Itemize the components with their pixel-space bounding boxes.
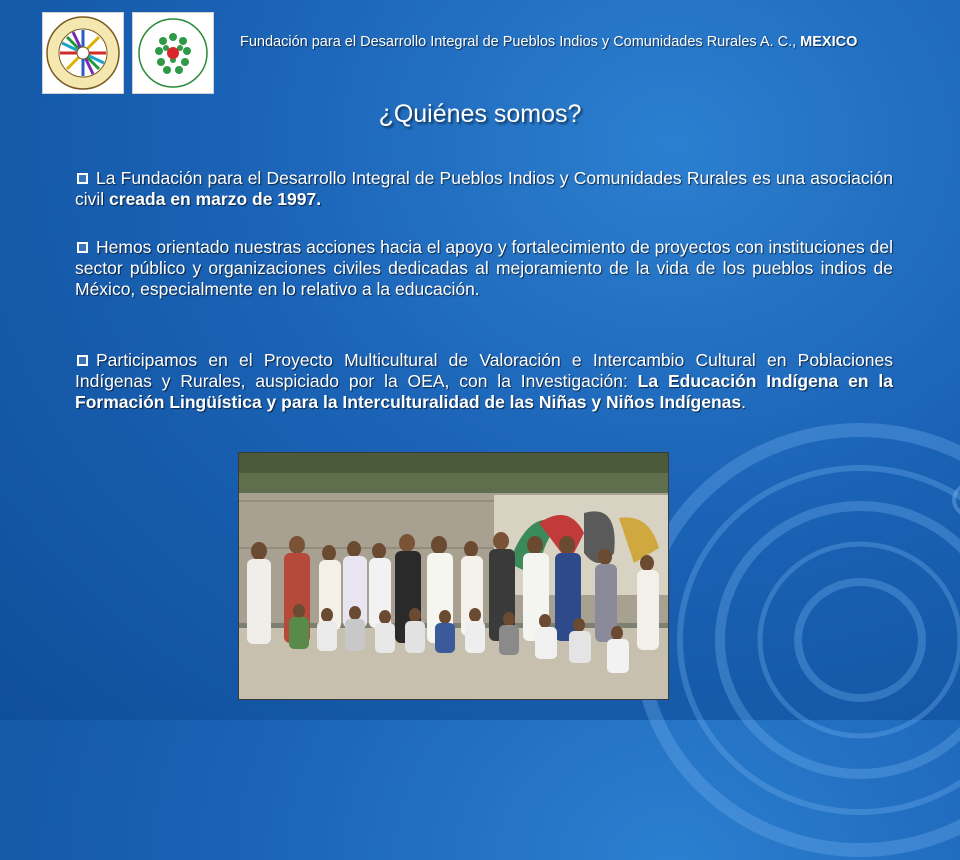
fundacion-emblem-icon — [133, 13, 213, 93]
paragraph-3-end: . — [741, 392, 747, 412]
oea-seal-icon — [43, 13, 123, 93]
group-photo-icon — [239, 453, 669, 700]
paragraph-3-text: Participamos en el Proyecto Multicultural de Valoración e Intercambio Cultural en Poblaciones Indígenas y Rurales, auspiciado por la OEA, con la Investigación: — [75, 350, 893, 391]
organization-country: MEXICO — [800, 34, 858, 50]
paragraph-1 — [75, 168, 893, 210]
fundacion-logo — [132, 12, 214, 94]
organization-name — [240, 34, 940, 50]
bullet-checkbox-icon — [77, 173, 88, 184]
bullet-checkbox-icon — [77, 355, 88, 366]
paragraph-3 — [75, 350, 893, 413]
paragraph-2-text: Hemos orientado nuestras acciones hacia el apoyo y fortalecimiento de proyectos con instituciones del sector público y organizaciones civiles dedicadas al mejoramiento de la vida de los pueblos indios de México, especialmente en lo relativo a la educación. — [75, 237, 893, 299]
paragraph-1-text: La Fundación para el Desarrollo Integral de Pueblos Indios y Comunidades Rurales es una asociación civil — [75, 168, 893, 209]
paragraph-3-bold: La Educación Indígena en la Formación Lingüística y para la Interculturalidad de las Niñas y Niños Indígenas — [75, 371, 894, 412]
oea-logo — [42, 12, 124, 94]
page-title: ¿Quiénes somos? — [378, 100, 582, 128]
paragraph-2 — [75, 237, 893, 300]
organization-name-text: Fundación para el Desarrollo Integral de Pueblos Indios y Comunidades Rurales A. C., — [240, 34, 801, 50]
bullet-checkbox-icon — [77, 242, 88, 253]
paragraph-1-bold: creada en marzo de 1997. — [109, 189, 322, 209]
group-photo — [238, 452, 669, 700]
